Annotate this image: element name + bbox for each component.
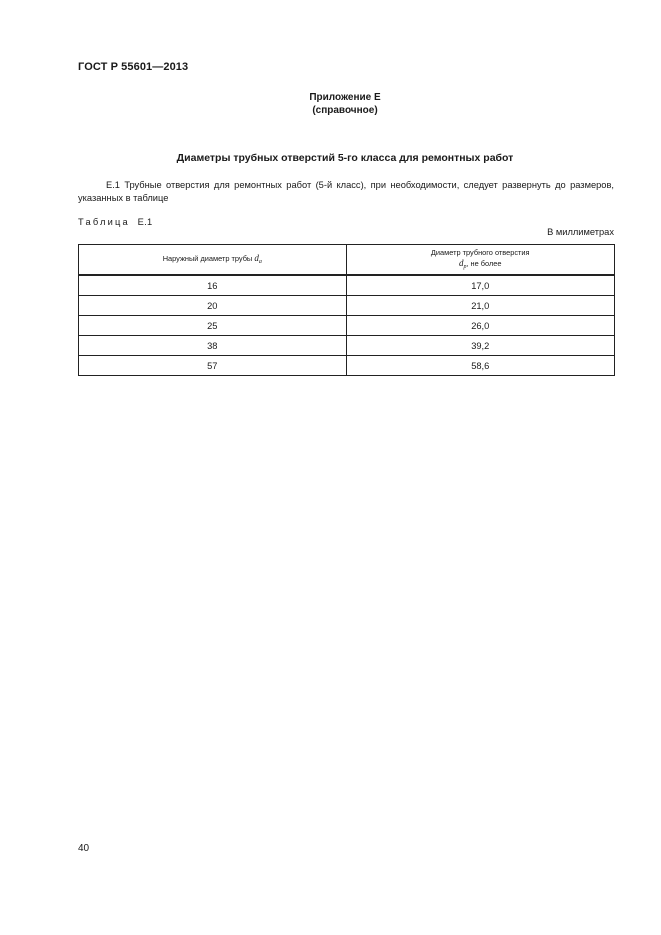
section-title: Диаметры трубных отверстий 5-го класса для ремонтных работ [176, 152, 514, 164]
cell-outer-diameter: 20 [79, 296, 347, 316]
cell-outer-diameter: 25 [79, 316, 347, 336]
table-row [79, 316, 615, 336]
cell-hole-diameter: 26,0 [346, 316, 615, 336]
diameter-table [78, 244, 615, 376]
table-caption-label: Таблица [78, 217, 130, 227]
table-row [79, 336, 615, 356]
header-hole-diameter-suffix: , не более [466, 258, 502, 268]
page-number: 40 [78, 843, 90, 854]
table-units: В миллиметрах [547, 227, 614, 237]
table-row [79, 275, 615, 296]
header-outer-diameter-text: Наружный диаметр трубы [162, 253, 253, 263]
cell-outer-diameter: 57 [79, 356, 347, 376]
appendix-title: Приложение Е [309, 92, 381, 103]
standard-number: ГОСТ Р 55601—2013 [78, 61, 189, 73]
header-outer-diameter [79, 245, 347, 276]
table-caption [78, 217, 153, 227]
cell-hole-diameter: 58,6 [346, 356, 615, 376]
header-hole-diameter-text: Диаметр трубного отверстия [430, 247, 530, 257]
table-row [79, 296, 615, 316]
cell-hole-diameter: 17,0 [346, 275, 615, 296]
cell-hole-diameter: 39,2 [346, 336, 615, 356]
appendix-heading [0, 91, 661, 117]
table-row [79, 356, 615, 376]
body-paragraph: Е.1 Трубные отверстия для ремонтных работ (5-й класс), при необходимости, следует развернуть до размеров, указанных в таблице [78, 180, 614, 203]
symbol-d: d [458, 257, 464, 268]
cell-hole-diameter: 21,0 [346, 296, 615, 316]
symbol-d: d [254, 252, 259, 263]
symbol-sub-a: a [258, 258, 262, 265]
cell-outer-diameter: 16 [79, 275, 347, 296]
header-hole-diameter-symbol-line [347, 258, 615, 272]
header-hole-diameter [346, 245, 615, 276]
table-caption-number: Е.1 [137, 217, 153, 227]
appendix-subtitle: (справочное) [312, 105, 378, 116]
table-header-row [79, 245, 615, 276]
cell-outer-diameter: 38 [79, 336, 347, 356]
symbol-sub-p: p [463, 263, 467, 270]
symbol-da [254, 253, 262, 263]
